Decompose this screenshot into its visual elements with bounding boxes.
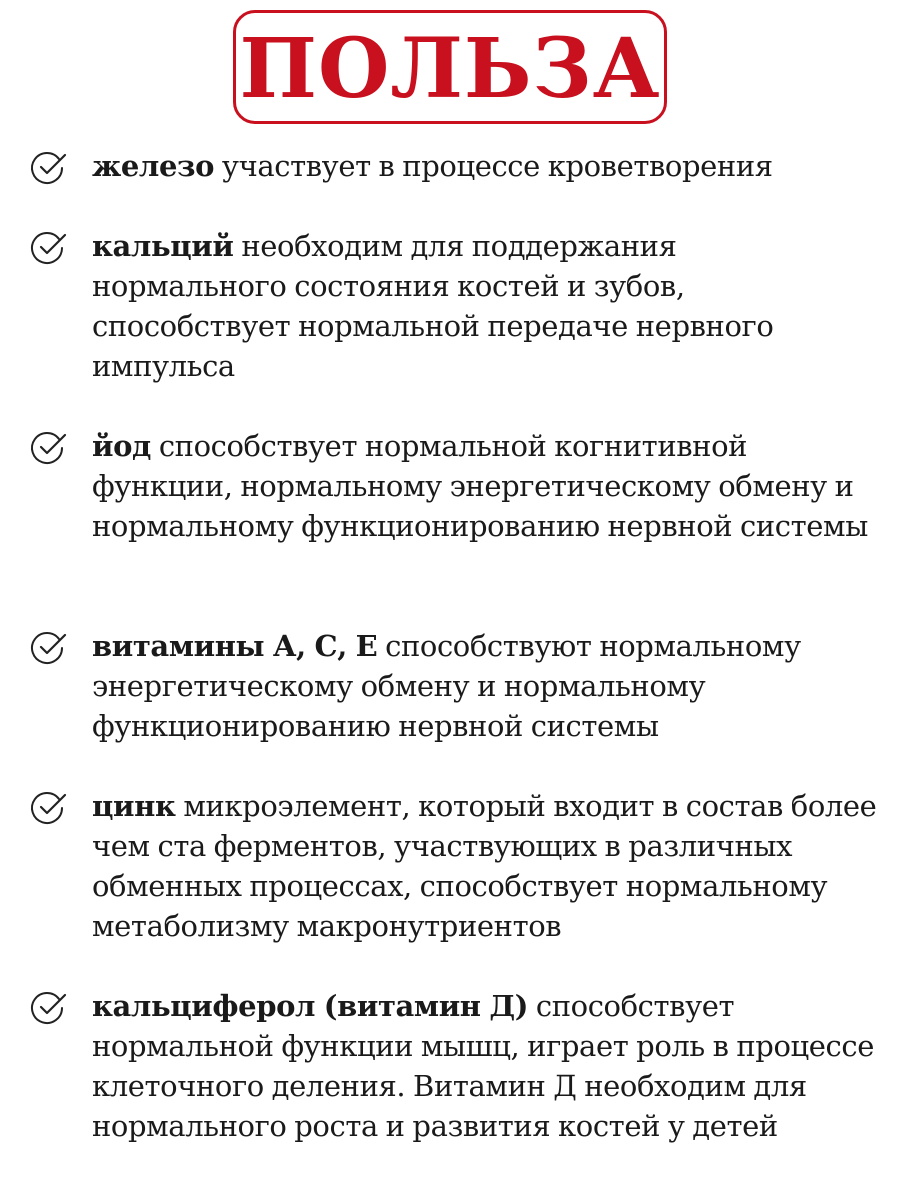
benefit-term: железо [92, 149, 215, 183]
benefit-item-calcium [28, 226, 878, 386]
benefit-text [92, 986, 878, 1146]
benefit-description: способствует нормальной функции мышц, играет роль в процессе клеточного деления. Витамин Д необходим для нормального роста и развития костей у детей [92, 989, 874, 1143]
check-circle-icon [28, 226, 68, 266]
benefit-term: витамины А, С, Е [92, 629, 378, 663]
benefit-item-vitamins [28, 626, 878, 746]
benefit-term: кальций [92, 229, 234, 263]
benefit-text [92, 146, 773, 186]
check-circle-icon [28, 146, 68, 186]
benefit-term: йод [92, 429, 151, 463]
benefit-item-calciferol [28, 986, 878, 1146]
check-circle-icon [28, 626, 68, 666]
benefit-text [92, 426, 878, 546]
check-circle-icon [28, 986, 68, 1026]
title-badge [233, 10, 667, 124]
benefit-item-zinc [28, 786, 878, 946]
check-circle-icon [28, 426, 68, 466]
benefit-item-iodine [28, 426, 878, 546]
benefit-term: кальциферол (витамин Д) [92, 989, 529, 1023]
benefit-description: участвует в процессе кроветворения [221, 149, 773, 183]
benefit-description: способствует нормальной когнитивной функции, нормальному энергетическому обмену и нормальному функционированию нервной системы [92, 429, 868, 543]
check-circle-icon [28, 786, 68, 826]
benefit-item-iron [28, 146, 878, 186]
page-title: ПОЛЬЗА [239, 21, 661, 117]
benefit-text [92, 626, 878, 746]
benefit-text [92, 786, 878, 946]
benefit-term: цинк [92, 789, 176, 823]
benefit-text [92, 226, 878, 386]
benefit-description: микроэлемент, который входит в состав более чем ста ферментов, участвующих в различных обменных процессах, способствует нормальному метаболизму макронутриентов [92, 789, 877, 943]
benefit-description: способствуют нормальному энергетическому обмену и нормальному функционированию нервной системы [92, 629, 801, 743]
benefit-description: необходим для поддержания нормального состояния костей и зубов, способствует нормальной передаче нервного импульса [92, 229, 774, 383]
